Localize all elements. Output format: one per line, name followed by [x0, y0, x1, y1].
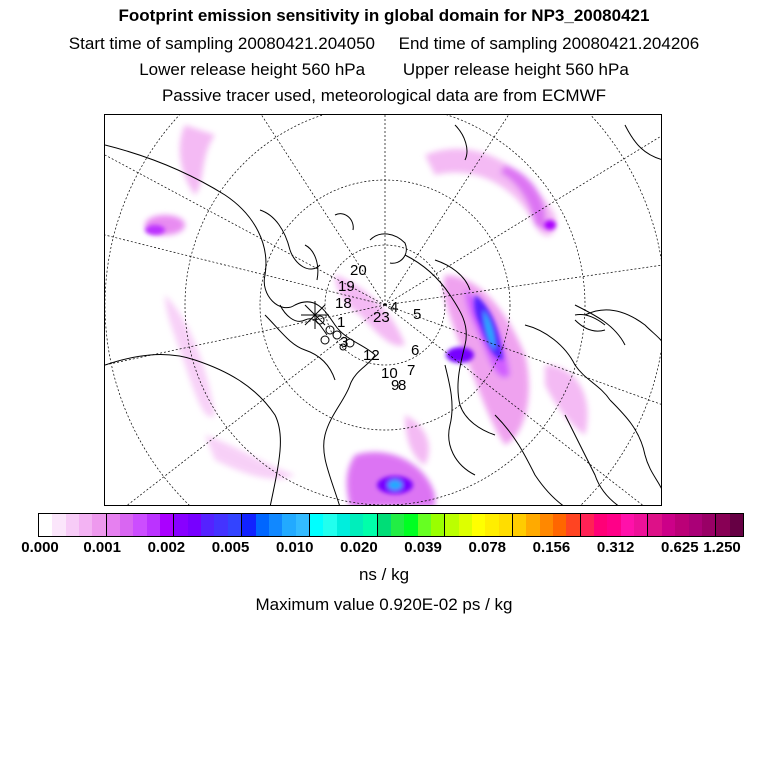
colorbar-swatch	[79, 514, 92, 536]
colorbar-swatch	[174, 514, 187, 536]
colorbar-swatch	[526, 514, 539, 536]
end-time: End time of sampling 20080421.204206	[398, 34, 700, 53]
colorbar-swatch	[404, 514, 417, 536]
plot-title: Footprint emission sensitivity in global domain for NP3_20080421	[118, 6, 650, 25]
colorbar-tick-label: 0.010	[275, 539, 314, 556]
colorbar-units: ns / kg	[358, 565, 410, 584]
colorbar-swatch	[675, 514, 688, 536]
colorbar-swatch	[92, 514, 106, 536]
colorbar-tick-label: 0.002	[147, 539, 186, 556]
colorbar	[38, 513, 744, 537]
colorbar-swatch	[160, 514, 174, 536]
colorbar-swatch	[52, 514, 65, 536]
release-label-5: 5	[413, 306, 422, 323]
colorbar-swatch	[730, 514, 743, 536]
colorbar-tick-label: 0.078	[468, 539, 507, 556]
colorbar-swatch	[702, 514, 716, 536]
colorbar-swatch	[39, 514, 52, 536]
release-label-18: 18	[335, 295, 352, 312]
release-label-23: 23	[373, 309, 390, 326]
maximum-value: Maximum value 0.920E-02 ps / kg	[255, 595, 513, 614]
sampling-time-line	[0, 34, 768, 54]
colorbar-swatch	[133, 514, 146, 536]
colorbar-swatch	[459, 514, 472, 536]
colorbar-swatch	[472, 514, 485, 536]
colorbar-swatch	[323, 514, 336, 536]
colorbar-swatch	[147, 514, 160, 536]
colorbar-swatch	[431, 514, 445, 536]
colorbar-swatch	[499, 514, 513, 536]
colorbar-swatch	[418, 514, 431, 536]
colorbar-swatch	[662, 514, 675, 536]
upper-release-height: Upper release height 560 hPa	[402, 60, 629, 79]
colorbar-swatch	[337, 514, 350, 536]
colorbar-swatch	[581, 514, 594, 536]
colorbar-swatch	[310, 514, 323, 536]
colorbar-swatch	[513, 514, 526, 536]
colorbar-tick-label: 0.020	[340, 539, 378, 556]
colorbar-swatch	[296, 514, 310, 536]
colorbar-swatch	[607, 514, 620, 536]
colorbar-swatch	[378, 514, 391, 536]
colorbar-swatch	[256, 514, 269, 536]
release-label-8: 8	[398, 377, 407, 394]
map-canvas	[105, 115, 662, 506]
colorbar-tick-label: 0.625	[661, 539, 699, 556]
release-label-3: 3	[340, 334, 349, 351]
colorbar-swatch	[66, 514, 79, 536]
colorbar-swatch	[350, 514, 363, 536]
colorbar-swatch	[282, 514, 295, 536]
colorbar-swatch	[716, 514, 729, 536]
release-label-7: 7	[407, 362, 416, 379]
colorbar-tick-label: 0.039	[404, 539, 442, 556]
colorbar-swatch	[648, 514, 661, 536]
colorbar-swatch	[228, 514, 242, 536]
colorbar-swatch	[485, 514, 498, 536]
release-label-19: 19	[338, 278, 355, 295]
release-point-labels	[301, 262, 421, 394]
colorbar-swatch	[553, 514, 566, 536]
release-height-line	[0, 60, 768, 80]
colorbar-swatch	[634, 514, 648, 536]
colorbar-tick-label: 1.250	[703, 539, 741, 556]
colorbar-swatch	[566, 514, 580, 536]
lower-release-height: Lower release height 560 hPa	[139, 60, 366, 79]
release-label-9: 9	[391, 377, 400, 394]
colorbar-swatch	[445, 514, 458, 536]
colorbar-swatch	[594, 514, 607, 536]
start-time: Start time of sampling 20080421.204050	[68, 34, 376, 53]
colorbar-tick-label: 0.156	[532, 539, 571, 556]
colorbar-swatch	[107, 514, 120, 536]
colorbar-tick-label: 0.001	[83, 539, 121, 556]
colorbar-swatch	[120, 514, 133, 536]
footprint-map	[104, 114, 662, 506]
tracer-info: Passive tracer used, meteorological data are from ECMWF	[161, 86, 607, 105]
colorbar-tick-label: 0.005	[211, 539, 250, 556]
release-label-6: 6	[411, 342, 420, 359]
release-label-1: 1	[337, 314, 346, 331]
colorbar-swatch	[214, 514, 227, 536]
colorbar-swatch	[269, 514, 282, 536]
release-label-20: 20	[350, 262, 367, 279]
colorbar-swatch	[188, 514, 201, 536]
release-label-4: 4	[390, 299, 399, 316]
colorbar-swatch	[201, 514, 214, 536]
colorbar-swatch	[363, 514, 377, 536]
colorbar-swatch	[689, 514, 702, 536]
release-label-10: 10	[381, 365, 398, 382]
colorbar-swatch	[540, 514, 553, 536]
colorbar-swatch	[242, 514, 255, 536]
colorbar-tick-label: 0.000	[21, 539, 59, 556]
colorbar-tick-label: 0.312	[596, 539, 635, 556]
colorbar-swatch	[621, 514, 634, 536]
release-label-12: 12	[363, 347, 380, 364]
colorbar-swatch	[391, 514, 404, 536]
